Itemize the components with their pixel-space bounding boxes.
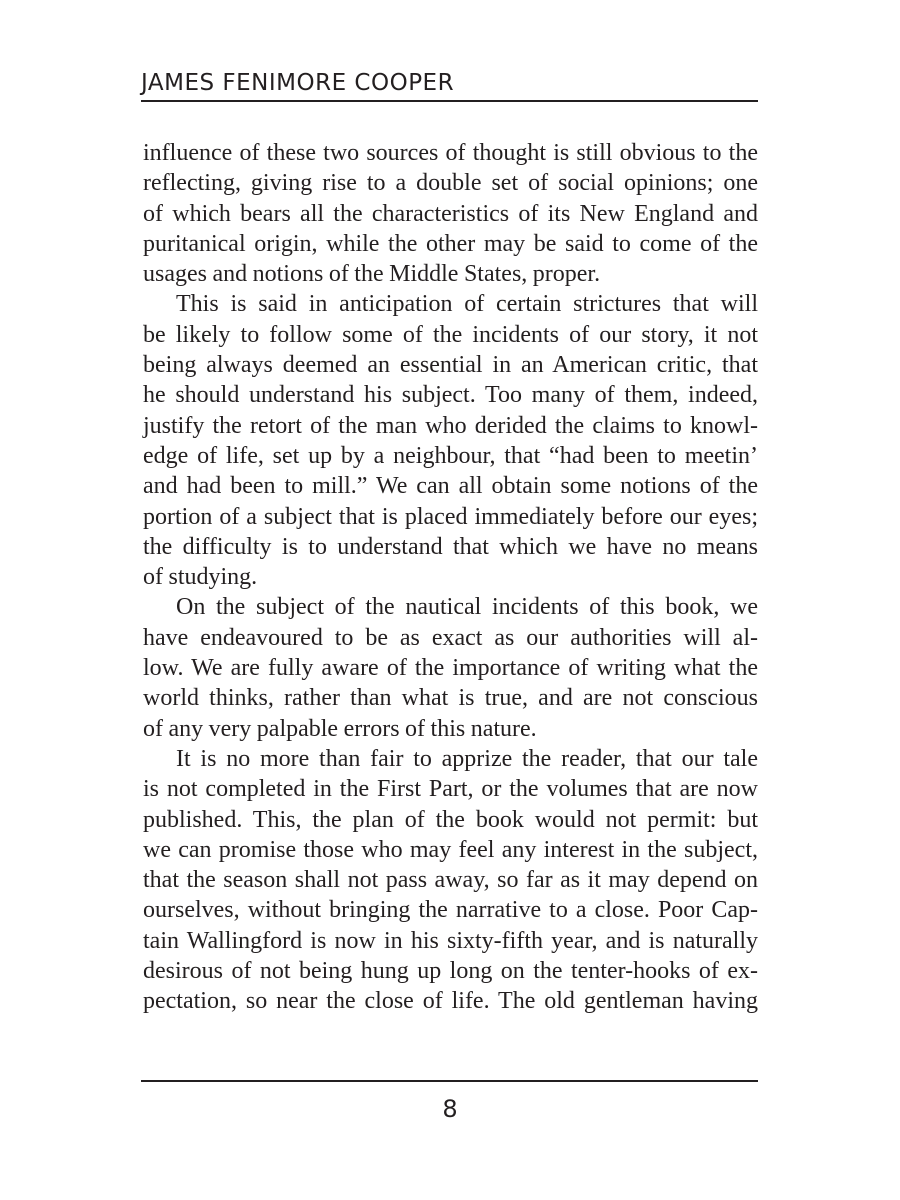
text-line: published. This, the plan of the book would not permit: but: [143, 806, 758, 833]
text-line: puritanical origin, while the other may be said to come of the: [143, 230, 758, 257]
footer-rule: [141, 1080, 758, 1082]
text-line: of studying.: [143, 564, 258, 591]
text-line: is not completed in the First Part, or the volumes that are now: [143, 776, 758, 803]
text-line: ourselves, without bringing the narrative to a close. Poor Cap-: [143, 897, 758, 924]
text-line: It is no more than fair to apprize the reader, that our tale: [176, 745, 758, 772]
text-line: of any very palpable errors of this nature.: [143, 715, 537, 742]
text-line: usages and notions of the Middle States, proper.: [143, 261, 601, 288]
text-line: influence of these two sources of thought is still obvious to the: [143, 140, 758, 166]
header-rule: [141, 100, 758, 102]
text-line: of which bears all the characteristics of its New England and: [143, 200, 758, 227]
text-line: we can promise those who may feel any interest in the subject,: [143, 836, 758, 863]
text-line: the difficulty is to understand that which we have no means: [143, 533, 758, 560]
running-head: JAMES FENIMORE COOPER: [141, 70, 455, 96]
text-line: world thinks, rather than what is true, and are not conscious: [143, 685, 758, 712]
text-line: and had been to mill.” We can all obtain some notions of the: [143, 473, 758, 500]
text-line: have endeavoured to be as exact as our authorities will al-: [143, 624, 758, 651]
text-line: pectation, so near the close of life. The old gentleman having: [143, 988, 758, 1015]
text-line: being always deemed an essential in an American critic, that: [143, 352, 758, 379]
text-line: edge of life, set up by a neighbour, that “had been to meetin’: [143, 442, 758, 469]
text-line: low. We are fully aware of the importance of writing what the: [143, 655, 758, 682]
text-line: be likely to follow some of the incidents of our story, it not: [143, 321, 758, 348]
text-line: justify the retort of the man who derided the claims to knowl-: [143, 412, 758, 439]
page-number: 8: [442, 1095, 458, 1123]
text-line: portion of a subject that is placed immediately before our eyes;: [143, 503, 758, 530]
text-line: reflecting, giving rise to a double set of social opinions; one: [143, 170, 758, 197]
text-line: that the season shall not pass away, so far as it may depend on: [143, 867, 758, 894]
text-line: tain Wallingford is now in his sixty-fifth year, and is naturally: [143, 927, 758, 954]
text-line: On the subject of the nautical incidents of this book, we: [176, 594, 758, 621]
body-text: [143, 138, 758, 1017]
text-line: desirous of not being hung up long on the tenter-hooks of ex-: [143, 958, 758, 985]
text-line: he should understand his subject. Too many of them, indeed,: [143, 382, 758, 409]
text-line: This is said in anticipation of certain strictures that will: [176, 291, 758, 318]
